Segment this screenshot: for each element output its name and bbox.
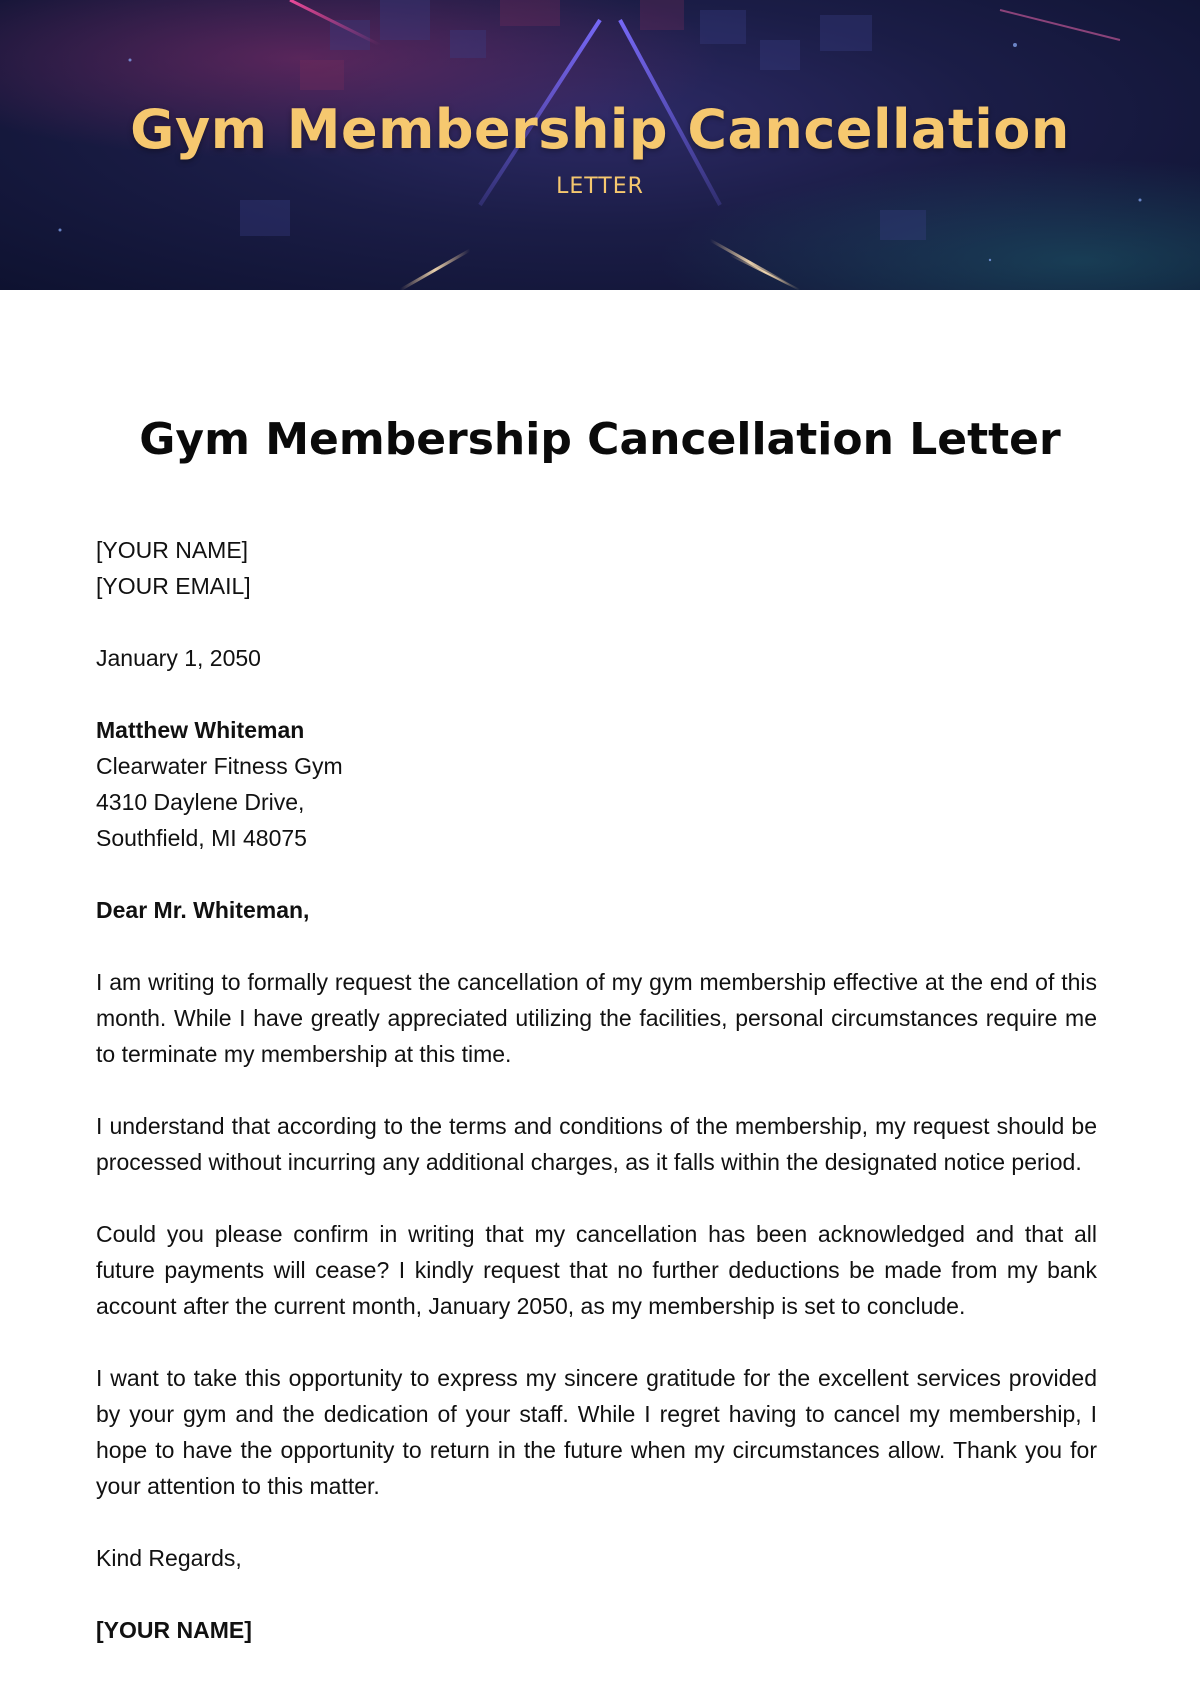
spacer bbox=[96, 1072, 1097, 1108]
header-banner bbox=[0, 0, 1200, 290]
recipient-street: 4310 Daylene Drive, bbox=[96, 789, 305, 815]
banner-title: Gym Membership Cancellation bbox=[130, 98, 1070, 161]
letter-heading: Gym Membership Cancellation Letter bbox=[139, 414, 1061, 465]
recipient-city: Southfield, MI 48075 bbox=[96, 825, 307, 851]
signature-name: [YOUR NAME] bbox=[96, 1617, 252, 1643]
spacer bbox=[96, 928, 1097, 964]
letter-body bbox=[96, 532, 1097, 1648]
spacer bbox=[96, 676, 1097, 712]
sender-name: [YOUR NAME] bbox=[96, 537, 249, 563]
sender-email: [YOUR EMAIL] bbox=[96, 573, 251, 599]
body-paragraph-4: I want to take this opportunity to express my sincere gratitude for the excellent services provided by your gym and the dedication of your staff. While I regret having to cancel my membership, I hope to have the opportunity to return in the future when my circumstances allow. Thank you for your attention to this matter. bbox=[96, 1365, 1097, 1499]
spacer bbox=[96, 604, 1097, 640]
recipient-name: Matthew Whiteman bbox=[96, 717, 305, 743]
closing: Kind Regards, bbox=[96, 1545, 242, 1571]
spacer bbox=[96, 1504, 1097, 1540]
spacer bbox=[96, 856, 1097, 892]
spacer bbox=[96, 1180, 1097, 1216]
spacer bbox=[96, 1576, 1097, 1612]
spacer bbox=[96, 1324, 1097, 1360]
banner-subtitle: LETTER bbox=[556, 174, 644, 199]
salutation: Dear Mr. Whiteman, bbox=[96, 897, 310, 923]
recipient-company: Clearwater Fitness Gym bbox=[96, 753, 343, 779]
letter-date: January 1, 2050 bbox=[96, 645, 261, 671]
body-paragraph-2: I understand that according to the terms and conditions of the membership, my request should be processed without incurring any additional charges, as it falls within the designated notice period. bbox=[96, 1113, 1097, 1175]
body-paragraph-3: Could you please confirm in writing that my cancellation has been acknowledged and that all future payments will cease? I kindly request that no further deductions be made from my bank account after the current month, January 2050, as my membership is set to conclude. bbox=[96, 1221, 1097, 1319]
body-paragraph-1: I am writing to formally request the cancellation of my gym membership effective at the end of this month. While I have greatly appreciated utilizing the facilities, personal circumstances require me to terminate my membership at this time. bbox=[96, 969, 1097, 1067]
